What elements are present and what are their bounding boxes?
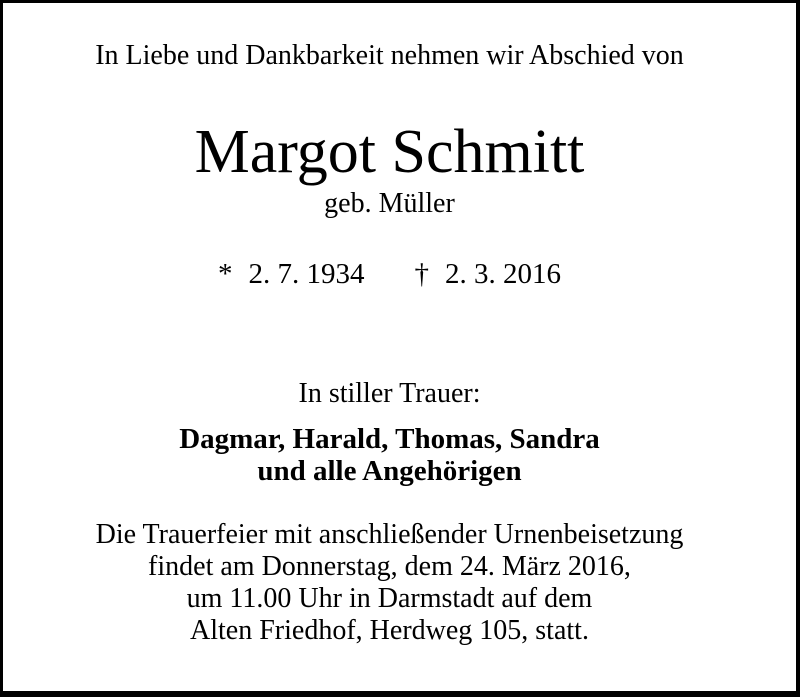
intro-line: In Liebe und Dankbarkeit nehmen wir Abschied von [95, 40, 684, 71]
mourners-list [7, 423, 772, 487]
funeral-line-3: um 11.00 Uhr in Darmstadt auf dem [186, 583, 593, 614]
death-date-group [415, 258, 562, 290]
birth-date: 2. 7. 1934 [248, 258, 365, 290]
funeral-line-2: findet am Donnerstag, dem 24. März 2016, [148, 551, 631, 582]
deceased-name: Margot Schmitt [194, 118, 585, 186]
birth-date-group [218, 258, 365, 290]
maiden-name: geb. Müller [324, 188, 455, 219]
funeral-info [7, 519, 772, 647]
vital-dates [7, 258, 772, 290]
death-cross-icon: † [414, 258, 429, 290]
mourners-line-1: Dagmar, Harald, Thomas, Sandra [179, 423, 600, 455]
funeral-line-1: Die Trauerfeier mit anschließender Urnenbeisetzung [95, 519, 684, 550]
birth-star-icon: * [218, 258, 233, 290]
death-date: 2. 3. 2016 [445, 258, 561, 290]
funeral-line-4: Alten Friedhof, Herdweg 105, statt. [190, 615, 589, 646]
mourners-line-2: und alle Angehörigen [257, 455, 522, 487]
mourning-label: In stiller Trauer: [298, 378, 481, 409]
